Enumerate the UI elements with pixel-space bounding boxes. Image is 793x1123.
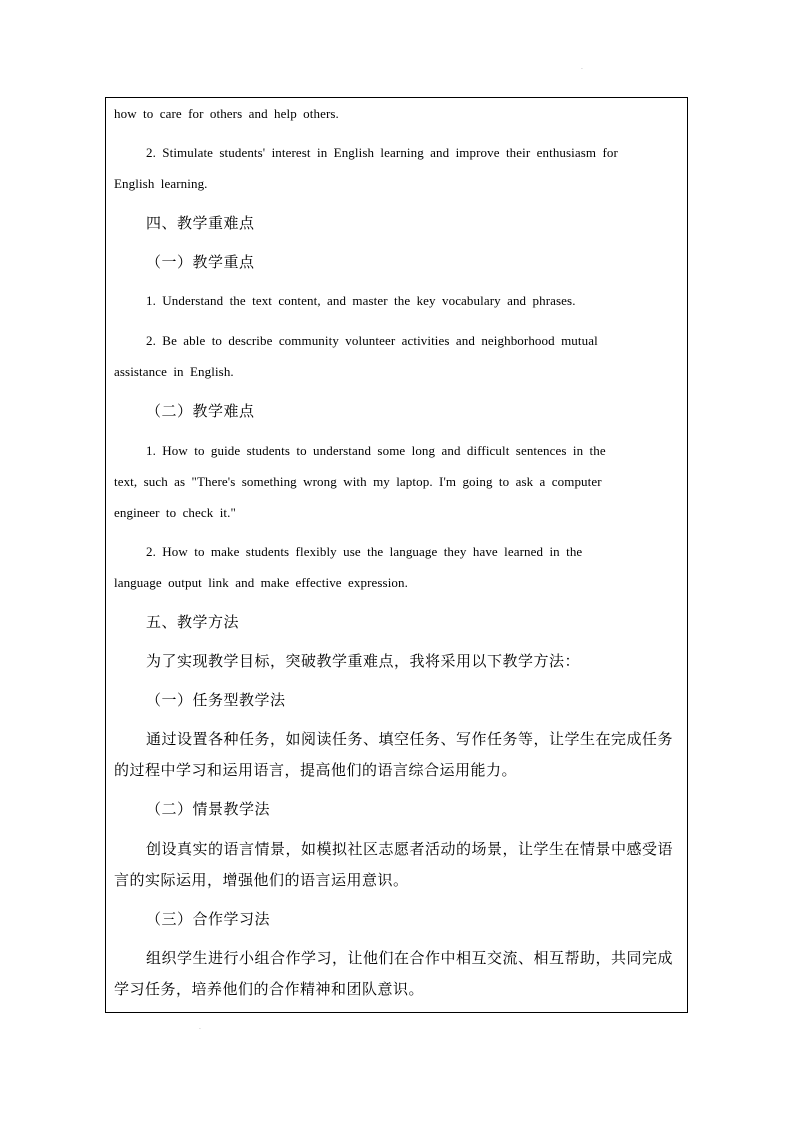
text-line: engineer to check it." (114, 505, 236, 520)
text-line: assistance in English. (114, 364, 234, 379)
text-line: 1. Understand the text content, and master the key vocabulary and phrases. (146, 293, 576, 308)
text-line: 的过程中学习和运用语言，提高他们的语言综合运用能力。 (114, 761, 518, 779)
text-line: text, such as "There's something wrong with my laptop. I'm going to ask a computer (114, 474, 602, 489)
text-line: 为了实现教学目标，突破教学重难点，我将采用以下教学方法： (146, 652, 581, 670)
subsection-heading: （三）合作学习法 (146, 910, 271, 928)
text-line: how to care for others and help others. (114, 106, 339, 121)
scan-mark-bottom: · (199, 1026, 201, 1033)
subsection-heading: （二）教学难点 (146, 402, 255, 420)
text-line: 2. Stimulate students' interest in English learning and improve their enthusiasm for (146, 145, 618, 160)
subsection-heading: （一）任务型教学法 (146, 691, 286, 709)
text-line: 1. How to guide students to understand some long and difficult sentences in the (146, 443, 606, 458)
text-line: 言的实际运用，增强他们的语言运用意识。 (114, 871, 409, 889)
text-line: 2. Be able to describe community volunteer activities and neighborhood mutual (146, 333, 598, 348)
text-line: language output link and make effective expression. (114, 575, 408, 590)
text-line: English learning. (114, 176, 208, 191)
text-line: 2. How to make students flexibly use the language they have learned in the (146, 544, 583, 559)
scan-mark-top: · (581, 66, 583, 73)
section-heading: 五、教学方法 (146, 613, 240, 631)
text-line: 通过设置各种任务，如阅读任务、填空任务、写作任务等，让学生在完成任务 (146, 730, 674, 748)
text-line: 学习任务，培养他们的合作精神和团队意识。 (114, 980, 425, 998)
subsection-heading: （二）情景教学法 (146, 800, 271, 818)
section-heading: 四、教学重难点 (146, 214, 255, 232)
lesson-plan-table-cell (105, 97, 688, 1013)
text-line: 创设真实的语言情景，如模拟社区志愿者活动的场景，让学生在情景中感受语 (146, 840, 674, 858)
text-line: 组织学生进行小组合作学习，让他们在合作中相互交流、相互帮助，共同完成 (146, 949, 674, 967)
subsection-heading: （一）教学重点 (146, 253, 255, 271)
